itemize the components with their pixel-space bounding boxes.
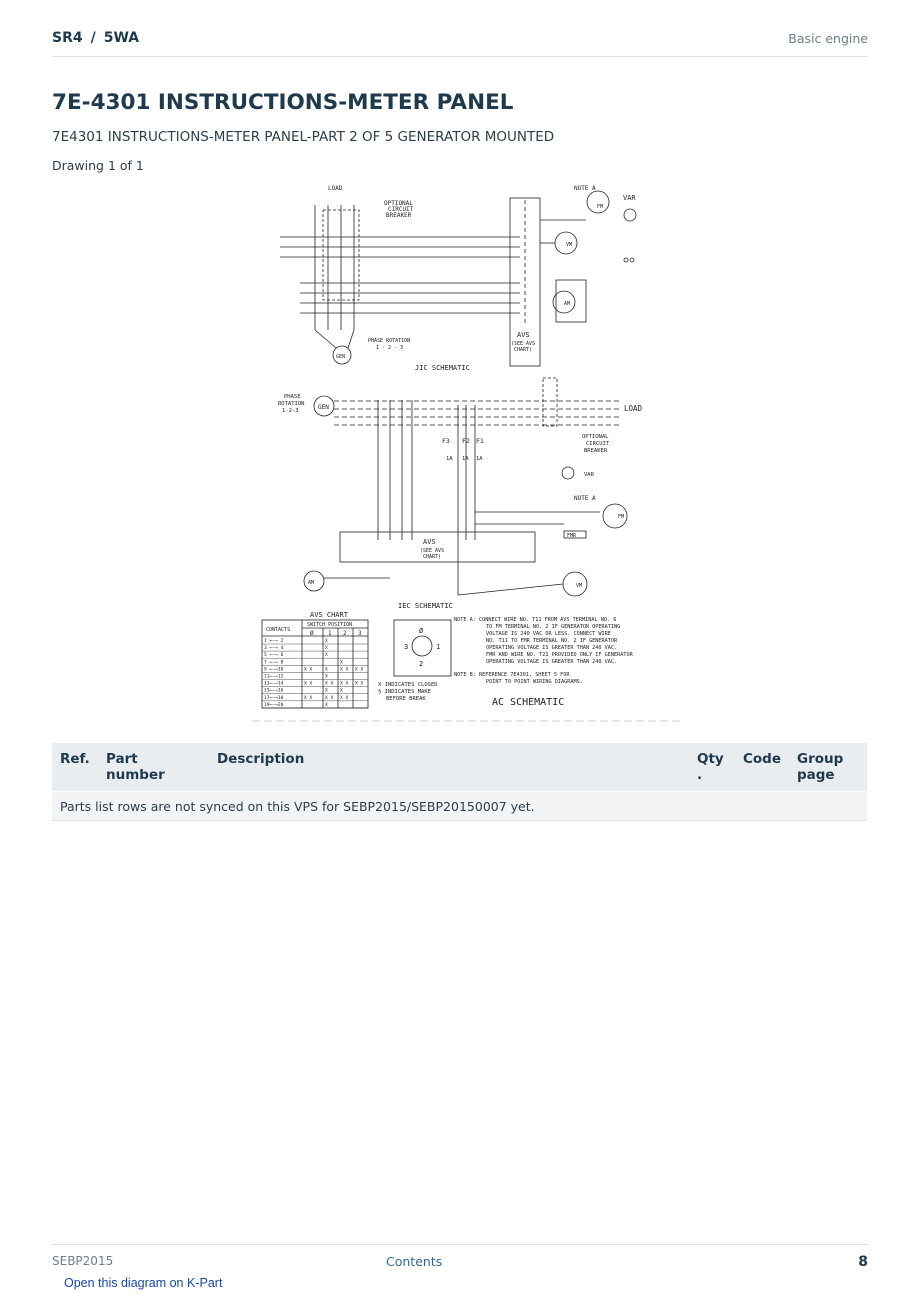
note-a-line-6: FMR AND WIRE NO. T21 PROVIDED ONLY IF GENERATOR	[486, 652, 633, 658]
page-number: 8	[858, 1254, 868, 1270]
col-description: Description	[209, 743, 689, 792]
avs-legend-1: X INDICATES CLOSED	[378, 682, 438, 688]
footer-doc-id: SEBP2015	[52, 1254, 114, 1268]
iec-fuse-f1: F1	[476, 437, 484, 445]
page-title: 7E-4301 INSTRUCTIONS-METER PANEL	[52, 90, 514, 115]
dial-label-3: 3	[404, 643, 409, 651]
contents-link[interactable]: Contents	[386, 1254, 443, 1269]
iec-note-a: NOTE A	[574, 495, 596, 502]
breadcrumb	[52, 30, 139, 46]
jic-phase-rotation-1: PHASE ROTATION	[368, 338, 411, 344]
iec-var-label: VAR	[584, 472, 594, 478]
iec-avs-label: AVS	[423, 538, 436, 546]
avs-chart-mark-1-1: X	[325, 646, 328, 652]
col-qty: Qty .	[689, 743, 735, 792]
avs-chart-mark-9-1: X	[325, 702, 328, 708]
avs-chart-pos-2: 2	[343, 630, 347, 637]
iec-breaker-1: OPTIONAL	[582, 434, 609, 440]
avs-chart-title: AVS CHART	[310, 611, 348, 619]
note-a-line-5: OPERATING VOLTAGE IS GREATER THAN 240 VAC.	[486, 645, 618, 651]
note-a-line-7: OPERATING VOLTAGE IS GREATER THAN 240 VAC.	[486, 659, 618, 665]
iec-fuse-rating-2: 1A	[462, 456, 469, 462]
avs-chart-mark-6-1: X X	[325, 681, 334, 687]
jic-avs-label: AVS	[517, 331, 530, 339]
avs-chart-mark-8-1: X X	[325, 695, 334, 701]
col-group-page: Group page	[789, 743, 867, 792]
jic-schematic-label: JIC SCHEMATIC	[415, 364, 470, 372]
avs-chart-contact-5: 11←—→12	[264, 674, 284, 680]
jic-breaker-label-3: BREAKER	[386, 212, 412, 219]
iec-fuse-rating-3: 1A	[476, 456, 483, 462]
avs-chart-mark-4-0: X X	[304, 667, 313, 673]
avs-chart-mark-7-2: X	[340, 688, 343, 694]
dial-label-2: 2	[419, 660, 424, 668]
parts-sync-message: Parts list rows are not synced on this VPS for SEBP2015/SEBP20150007 yet.	[52, 792, 867, 821]
avs-chart-contacts-header: CONTACTS	[266, 627, 291, 633]
col-ref: Ref.	[52, 743, 98, 792]
avs-legend-3: BEFORE BREAK	[386, 696, 426, 702]
iec-schematic-label: IEC SCHEMATIC	[398, 602, 453, 610]
note-b-line-1: NOTE B: REFERENCE 7E4301, SHEET 5 FOR	[454, 672, 570, 678]
drawing-count: Drawing 1 of 1	[52, 158, 144, 173]
avs-chart-contact-4: 9 ←—→10	[264, 667, 284, 673]
iec-am-label: AM	[308, 580, 315, 586]
parts-table-header	[52, 743, 867, 792]
iec-load-label: LOAD	[624, 404, 643, 413]
note-a-line-2: TO FM TERMINAL NO. 2 IF GENERATOR OPERATING	[486, 624, 621, 630]
iec-breaker-3: BREAKER	[584, 448, 608, 454]
iec-fuse-f2: F2	[462, 437, 470, 445]
parts-table-message-row	[52, 792, 867, 821]
ac-schematic-label: AC SCHEMATIC	[492, 697, 565, 708]
iec-see-avs-2: CHART)	[423, 554, 442, 560]
avs-chart-mark-3-2: X	[340, 660, 343, 666]
jic-note-a: NOTE A	[574, 185, 596, 192]
avs-chart-pos-1: 1	[328, 630, 332, 637]
note-b-line-2: POINT TO POINT WIRING DIAGRAMS.	[486, 679, 583, 685]
breadcrumb-model[interactable]: SR4	[52, 30, 83, 46]
avs-chart-contact-0: 1 ←—→ 2	[264, 639, 284, 644]
iec-fm-label: FM	[618, 514, 625, 520]
section-name: Basic engine	[788, 31, 868, 46]
avs-chart-mark-8-2: X X	[340, 695, 349, 701]
avs-chart-contact-1: 3 ←—→ 4	[264, 646, 284, 652]
iec-fuse-rating-1: 1A	[446, 456, 453, 462]
avs-legend-2: § INDICATES MAKE	[378, 689, 431, 695]
page-footer	[52, 1244, 868, 1275]
avs-chart-contact-7: 15←—→16	[264, 688, 284, 694]
avs-chart-switch-header: SWITCH POSITION	[307, 622, 353, 628]
avs-chart-pos-0: Ø	[310, 630, 314, 637]
jic-see-avs-2: CHART)	[514, 347, 533, 353]
avs-chart-mark-6-2: X X	[340, 681, 349, 687]
jic-fm-label: FM	[597, 204, 604, 210]
avs-chart-mark-2-1: X	[325, 653, 328, 659]
avs-chart-contact-3: 7 ←—→ 8	[264, 660, 284, 666]
avs-chart-contact-6: 13←—→14	[264, 681, 284, 687]
jic-phase-rotation-2: 1 - 2 - 3	[376, 345, 404, 351]
jic-breaker-label-2: CIRCUIT	[388, 206, 414, 213]
avs-chart-mark-5-1: X	[325, 674, 328, 680]
iec-phase-3: 1-2-3	[282, 408, 299, 414]
avs-chart-mark-4-3: X X	[355, 667, 364, 673]
jic-see-avs-1: (SEE AVS	[511, 341, 536, 347]
jic-vm-label: VM	[566, 242, 573, 248]
iec-gen-label: GEN	[318, 404, 329, 411]
avs-chart-mark-0-1: X	[325, 639, 328, 644]
jic-var-label: VAR	[623, 194, 636, 202]
avs-chart-mark-6-3: X X	[355, 681, 364, 687]
avs-chart-contact-9: 19←—→20	[264, 702, 284, 708]
dial-label-0: Ø	[419, 627, 424, 635]
iec-fmr-label: FMR	[567, 533, 577, 539]
avs-chart-pos-3: 3	[358, 630, 362, 637]
avs-chart-mark-4-1: X	[325, 667, 328, 673]
avs-chart-mark-6-0: X X	[304, 681, 313, 687]
col-part-number: Part number	[98, 743, 209, 792]
breadcrumb-separator: /	[90, 30, 96, 46]
jic-am-label: AM	[564, 301, 571, 307]
note-a-line-4: NO. T11 TO FMR TERMINAL NO. 2 IF GENERATOR	[486, 638, 618, 644]
avs-chart-contact-8: 17←—→18	[264, 695, 284, 701]
iec-see-avs-1: (SEE AVS	[420, 548, 445, 554]
jic-breaker-label-1: OPTIONAL	[384, 200, 413, 207]
schematic-drawing	[240, 180, 680, 725]
dial-label-1: 1	[436, 643, 441, 651]
jic-load-label: LOAD	[328, 185, 343, 192]
page-subtitle: 7E4301 INSTRUCTIONS-METER PANEL-PART 2 OF 5 GENERATOR MOUNTED	[52, 129, 555, 145]
iec-phase-1: PHASE	[284, 394, 301, 400]
avs-chart-mark-7-1: X	[325, 688, 328, 694]
page-header	[52, 28, 868, 57]
kpart-link[interactable]: Open this diagram on K-Part	[64, 1276, 223, 1290]
note-a-line-1: NOTE A: CONNECT WIRE NO. T11 FROM AVS TERMINAL NO. 6	[454, 617, 617, 623]
note-a-line-3: VOLTAGE IS 240 VAC OR LESS. CONNECT WIRE	[486, 631, 611, 637]
breadcrumb-serial[interactable]: 5WA	[103, 30, 140, 46]
avs-chart-mark-4-2: X X	[340, 667, 349, 673]
avs-chart-contact-2: 5 ←—→ 6	[264, 653, 284, 659]
jic-gen-label: GEN	[336, 354, 346, 360]
avs-chart-rows	[262, 638, 368, 708]
col-code: Code	[735, 743, 789, 792]
avs-chart-mark-8-0: X X	[304, 695, 313, 701]
iec-fuse-f3: F3	[442, 437, 450, 445]
schematic-svg	[240, 180, 680, 725]
parts-table	[52, 743, 867, 821]
iec-vm-label: VM	[576, 583, 583, 589]
iec-phase-2: ROTATION	[278, 401, 305, 407]
iec-breaker-2: CIRCUIT	[586, 441, 610, 447]
